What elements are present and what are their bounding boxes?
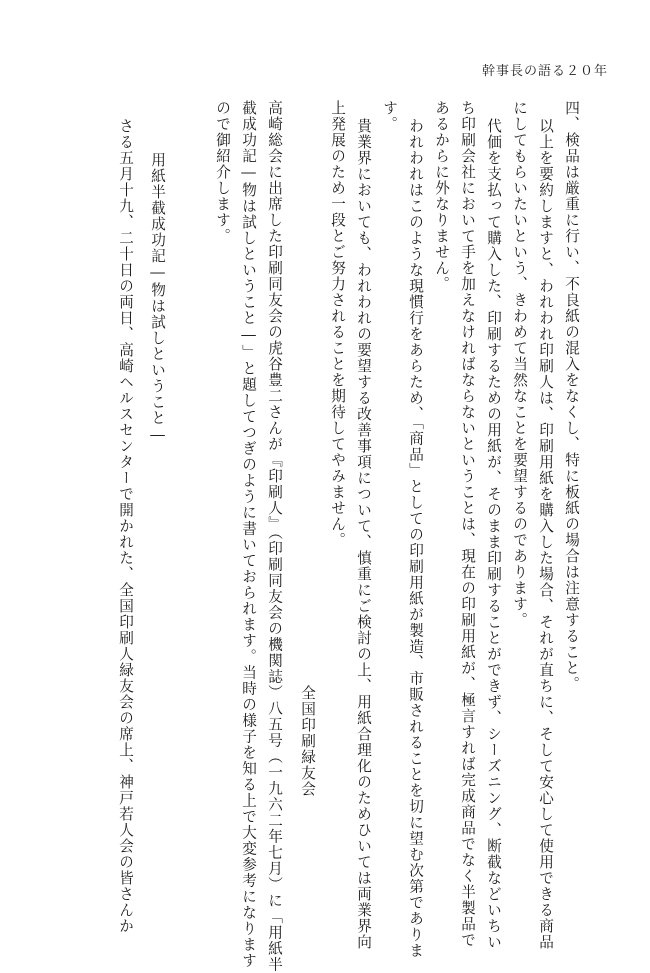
text-line: 以上を要約しますと、われわれ印刷人は、印刷用紙を購入した場合、それが直ちに、そして安心して使用できる商品 [537, 118, 554, 950]
running-header: 幹事長の語る２０年 [481, 64, 608, 79]
text-line: 截成功記―物は試しということ―」と題してつぎのように書いておられます。当時の様子を知る上で大変参考になります [240, 100, 257, 969]
text-line: す。 [381, 100, 398, 132]
text-line: 代価を支払って購入した、印刷するための用紙が、そのまま印刷することができず、シーズニング、断截などいちい [485, 118, 502, 950]
text-line: ち印刷会社において手を加えなければならないということは、現在の印刷用紙が、極言すれば完成商品でなく半製品で [459, 100, 476, 948]
signature-line: 全国印刷緑友会 [299, 685, 316, 797]
text-line: さる五月十九、二十日の両日、高崎ヘルスセンターで開かれた、全国印刷人緑友会の席上、神戸若人会の皆さんか [117, 118, 134, 934]
text-line: ので御紹介します。 [214, 100, 231, 244]
text-line: 四、検品は厳重に行い、不良紙の混入をなくし、特に板紙の場合は注意すること。 [563, 100, 580, 692]
text-line: 高崎総会に出席した印刷同友会の虎谷豊二さんが『印刷人』（印刷同友会の機関誌）八五号（一九六二年七月）に「用紙半 [266, 100, 283, 973]
text-line: 上発展のため一段とご努力されることを期待してやみません。 [329, 100, 346, 548]
text-line: われわれはこのような現慣行をあらため、「商品」としての印刷用紙が製造、市販されることを切に望む次第でありま [407, 118, 424, 959]
section-heading: 用紙半截成功記―物は試しということ― [149, 152, 166, 445]
text-line: あるからに外なりません。 [433, 100, 450, 292]
text-line: にしてもらいたいという、きわめて当然なことを要望するのであります。 [511, 100, 528, 628]
text-line: 貴業界においても、われわれの要望する改善事項について、慎重にご検討の上、用紙合理化のためひいては両業界向 [355, 118, 372, 950]
